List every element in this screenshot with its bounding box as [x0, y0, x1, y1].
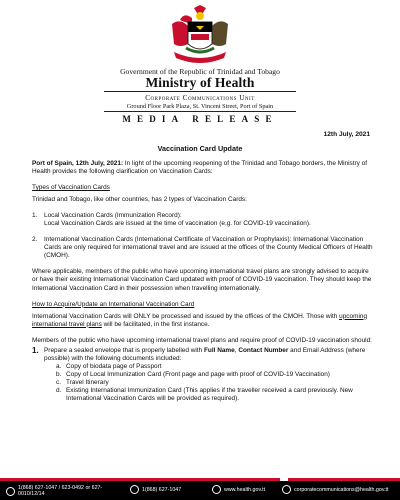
- list-number: 2.: [32, 236, 38, 244]
- document-item: [56, 371, 374, 379]
- unit-line: Corporate Communications Unit: [145, 94, 255, 102]
- ministry-title: Ministry of Health: [145, 75, 255, 90]
- footer-email[interactable]: [282, 485, 389, 494]
- document-letter: c.: [56, 378, 62, 386]
- list-item: [32, 236, 374, 260]
- government-line: Government of the Republic of Trinidad and Tobago: [120, 67, 280, 76]
- document-letter: d.: [56, 386, 62, 394]
- list-item-text: International Vaccination Cards are only required for international travel and are issued at the offices of the County Medical Officers of Health (CMOH).: [44, 236, 373, 260]
- step-text-pre: Prepare a sealed envelope that is properly labelled with: [44, 346, 204, 354]
- document-text: Copy of Local Immunization Card (Front page and page with proof of COVID-19 Vaccination): [66, 370, 330, 378]
- list-text: [44, 212, 311, 228]
- fax-icon: [130, 485, 139, 494]
- list-item-title: Local Vaccination Cards (Immunization Record):: [44, 212, 182, 220]
- release-date: 12th July, 2021: [323, 131, 370, 138]
- list-number: 1.: [32, 212, 38, 220]
- acquire-text-b: will be facilitated, in the first instance.: [101, 320, 210, 328]
- document-list: [56, 363, 374, 403]
- acquire-text-underlined: upcoming international travel plans: [32, 312, 368, 328]
- acquire-heading: How to Acquire/Update an International Vaccination Card: [32, 300, 195, 308]
- list-item-text: Local Vaccination Cards are issued at the time of vaccination (e.g. for COVID-19 vaccination).: [44, 220, 311, 228]
- phone-icon: [6, 487, 15, 496]
- types-intro: Trinidad and Tobago, like other countries, has 2 types of Vaccination Cards:: [32, 196, 247, 204]
- document-text: Existing International Immunization Card (This applies if the traveller received a card previously. New International Vaccination Cards will be provided as required).: [66, 386, 353, 403]
- step-text: [44, 347, 374, 363]
- acquire-paragraph: [32, 313, 374, 329]
- footer-phone-main: [6, 485, 106, 497]
- document-letter: b.: [56, 370, 62, 378]
- email-icon: [282, 485, 291, 494]
- list-text: [44, 236, 374, 260]
- header-rule-top: [104, 91, 296, 92]
- document-letter: a.: [56, 362, 62, 370]
- media-release-heading: MEDIA RELEASE: [122, 114, 278, 124]
- globe-icon: [212, 485, 221, 494]
- step-number: 1.: [32, 345, 39, 355]
- acquire-text-a: International Vaccination Cards will ONLY be processed and issued by the offices of the CMOH. Those with: [32, 312, 340, 320]
- footer-phone-main-text: 1(868) 627-1047 / 623-0492 or 627-0010/12/14: [18, 485, 103, 497]
- intro-lead: Port of Spain, 12th July, 2021:: [32, 160, 124, 167]
- document-text: Travel Itinerary: [66, 378, 109, 386]
- header-rule-bottom: [104, 111, 296, 112]
- list-item: [32, 212, 374, 228]
- document-item: [56, 379, 374, 387]
- document-item: [56, 387, 374, 403]
- footer-email-text[interactable]: corporatecommunications@health.gov.tt: [294, 486, 389, 493]
- intro-paragraph: [32, 160, 374, 176]
- footer-phone-fax-text: 1(868) 627-1047: [142, 486, 182, 493]
- release-title: Vaccination Card Update: [157, 144, 243, 153]
- step-bold-contact: Contact Number: [238, 346, 289, 354]
- step-content: [44, 347, 374, 403]
- release-body: [32, 160, 374, 403]
- members-paragraph: Members of the public who have upcoming international travel plans and require proof of COVID-19 vaccination should:: [32, 336, 372, 344]
- applicable-paragraph: Where applicable, members of the public who have upcoming international travel plans are strongly advised to acquire or have their existing International Vaccination Card updated with proof of COVID-19 vaccination. They should keep the International Vaccination Card in their possession when travelling internationally.: [32, 268, 372, 292]
- intro-rest: In light of the upcoming reopening of the Trinidad and Tobago borders, the Ministry of Health provides the following clarification on Vaccination Cards:: [32, 160, 368, 176]
- footer-phone-fax: [130, 485, 181, 494]
- address-line: Ground Floor Park Plaza, St. Vincent Street, Port of Spain: [126, 103, 274, 110]
- footer-color-band: [0, 478, 400, 481]
- document-item: [56, 363, 374, 371]
- footer-website[interactable]: [212, 485, 265, 494]
- footer-website-text[interactable]: www.health.gov.tt: [224, 486, 266, 493]
- coat-of-arms-icon: [158, 4, 242, 66]
- list-item-title: International Vaccination Cards (International Certificate of Vaccination or Prophylaxis):: [44, 236, 292, 244]
- footer-bar: [0, 478, 400, 500]
- document-text: Copy of biodata page of Passport: [66, 362, 162, 370]
- step-text-mid: ,: [234, 346, 239, 354]
- step-text-post: and Email Address (where possible) with the following documents included:: [44, 346, 366, 362]
- step-bold-name: Full Name: [203, 346, 235, 354]
- step-item: [32, 347, 374, 403]
- types-heading: Types of Vaccination Cards: [32, 184, 110, 192]
